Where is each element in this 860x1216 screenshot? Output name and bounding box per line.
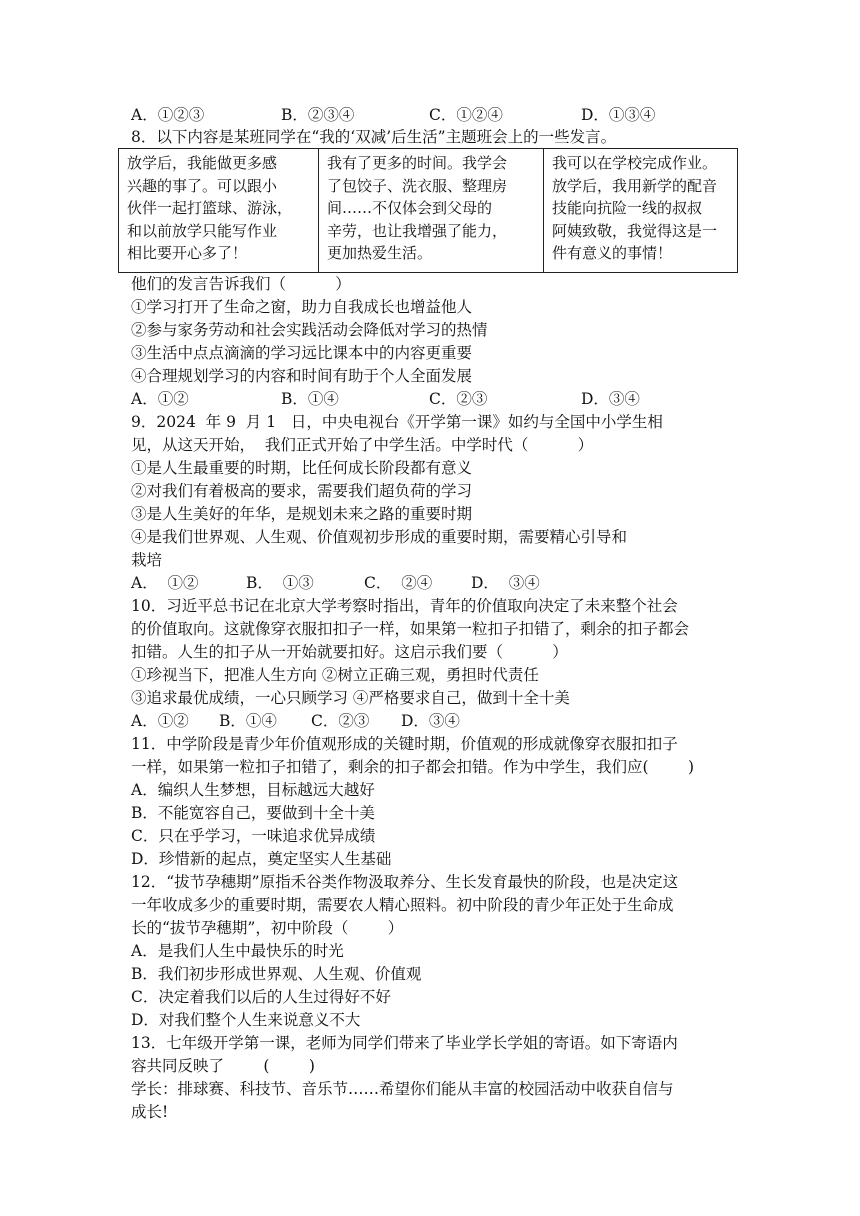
q11-option-c: C．只在乎学习，一味追求优异成绩 <box>131 827 376 845</box>
q11-stem-2: 一样，如果第一粒扣子扣错了，剩余的扣子都会扣错。作为中学生，我们应( ) <box>131 758 695 776</box>
q7-option-c: C．①②④ <box>429 106 503 124</box>
q8-item-1: ①学习打开了生命之窗，助力自我成长也增益他人 <box>131 298 473 316</box>
speech-line: 更加热爱生活。 <box>327 244 433 262</box>
q13-stem-1: 13．七年级开学第一课，老师为同学们带来了毕业学长学姐的寄语。如下寄语内 <box>131 1034 678 1052</box>
q7-option-b: B．②③④ <box>281 106 355 124</box>
q10-stem-2: 的价值取向。这就像穿衣服扣扣子一样，如果第一粒扣子扣错了，剩余的扣子都会 <box>131 620 690 638</box>
speech-line: 相比要开心多了！ <box>127 244 248 262</box>
q10-item-2: ③追求最优成绩，一心只顾学习 ④严格要求自己，做到十全十美 <box>131 689 570 707</box>
speech-line: 件有意义的事情！ <box>552 244 673 262</box>
q9-option-d: D． ③④ <box>471 574 540 592</box>
q11-option-d: D．珍惜新的起点，奠定坚实人生基础 <box>131 850 392 868</box>
q11-option-a: A．编织人生梦想，目标越远大越好 <box>131 781 375 799</box>
q8-speech-table <box>118 148 738 273</box>
q9-option-b: B． ①③ <box>246 574 314 592</box>
q8-stem: 8．以下内容是某班同学在“我的‘双减’后生活”主题班会上的一些发言。 <box>131 128 617 146</box>
q13-stem-2: 容共同反映了 ( ) <box>131 1057 315 1075</box>
q9-item-4-cont: 栽培 <box>131 551 163 569</box>
q9-item-2: ②对我们有着极高的要求，需要我们超负荷的学习 <box>131 482 473 500</box>
q8-option-c: C．②③ <box>429 390 488 408</box>
q12-stem-3: 长的“拔节孕穗期”，初中阶段（ ） <box>131 919 404 937</box>
q8-item-2: ②参与家务劳动和社会实践活动会降低对学习的热情 <box>131 321 488 339</box>
speech-cell-2 <box>319 149 544 273</box>
q12-option-b: B．我们初步形成世界观、人生观、价值观 <box>131 965 422 983</box>
speech-line: 阿姨致敬，我觉得这是一 <box>552 221 718 240</box>
q9-item-4: ④是我们世界观、人生观、价值观初步形成的重要时期，需要精心引导和 <box>131 528 628 546</box>
q11-option-b: B．不能宽容自己，要做到十全十美 <box>131 804 375 822</box>
q7-option-d: D．①③④ <box>581 106 656 124</box>
q12-stem-1: 12．“拔节孕穗期”原指禾谷类作物汲取养分、生长发育最快的阶段，也是决定这 <box>131 873 679 891</box>
speech-line: 伙伴一起打篮球、游泳， <box>127 199 293 217</box>
speech-line: 间……不仅体会到父母的 <box>327 199 493 217</box>
speech-line: 辛劳，也让我增强了能力， <box>327 221 508 240</box>
q13-quote-1: 学长：排球赛、科技节、音乐节……希望你们能从丰富的校园活动中收获自信与 <box>131 1080 674 1098</box>
speech-line: 兴趣的事了。可以跟小 <box>127 176 278 195</box>
q10-stem-1: 10．习近平总书记在北京大学考察时指出，青年的价值取向决定了未来整个社会 <box>131 597 678 615</box>
speech-line: 了包饺子、洗衣服、整理房 <box>327 176 508 195</box>
speech-line: 我可以在学校完成作业。 <box>552 154 718 172</box>
q10-stem-3: 扣错。人生的扣子从一开始就要扣好。这启示我们要（ ） <box>131 643 568 661</box>
speech-cell-3 <box>544 149 738 273</box>
q10-option-d: D．③④ <box>401 712 460 730</box>
q9-option-c: C． ②④ <box>364 574 433 592</box>
q10-item-1: ①珍视当下，把准人生方向 ②树立正确三观，勇担时代责任 <box>131 666 539 684</box>
q12-option-a: A．是我们人生中最快乐的时光 <box>131 942 344 960</box>
q9-item-3: ③是人生美好的年华，是规划未来之路的重要时期 <box>131 505 473 523</box>
q8-option-a: A．①② <box>131 390 189 408</box>
q8-item-4: ④合理规划学习的内容和时间有助于个人全面发展 <box>131 367 473 385</box>
q10-option-b: B．①④ <box>219 712 277 730</box>
q9-stem-1: 9．2024 年 9 月 1 日，中央电视台《开学第一课》如约与全国中小学生相 <box>131 413 663 431</box>
q8-item-3: ③生活中点点滴滴的学习远比课本中的内容更重要 <box>131 344 473 362</box>
q8-option-b: B．①④ <box>281 390 339 408</box>
speech-line: 放学后，我能做更多感 <box>127 154 278 172</box>
q8-option-d: D．③④ <box>581 390 640 408</box>
q10-option-a: A．①② <box>131 712 189 730</box>
q12-option-d: D．对我们整个人生来说意义不大 <box>131 1011 361 1029</box>
q9-item-1: ①是人生最重要的时期，比任何成长阶段都有意义 <box>131 459 473 477</box>
q8-lead: 他们的发言告诉我们（ ） <box>131 275 351 293</box>
speech-cell-1 <box>119 149 319 273</box>
speech-line: 技能向抗险一线的叔叔 <box>552 199 703 217</box>
speech-line: 和以前放学只能写作业 <box>127 221 278 240</box>
speech-line: 我有了更多的时间。我学会 <box>327 154 508 172</box>
speech-line: 放学后，我用新学的配音 <box>552 176 718 195</box>
q11-stem-1: 11．中学阶段是青少年价值观形成的关键时期，价值观的形成就像穿衣服扣扣子 <box>131 735 678 753</box>
q13-quote-2: 成长! <box>131 1103 169 1121</box>
q7-option-a: A．①②③ <box>131 106 205 124</box>
q12-option-c: C．决定着我们以后的人生过得好不好 <box>131 988 391 1006</box>
q12-stem-2: 一年收成多少的重要时期，需要农人精心照料。初中阶段的青少年正处于生命成 <box>131 896 674 914</box>
q10-option-c: C．②③ <box>311 712 370 730</box>
q9-stem-2: 见，从这天开始， 我们正式开始了中学生活。中学时代（ ） <box>131 436 594 454</box>
q9-option-a: A． ①② <box>131 574 199 592</box>
